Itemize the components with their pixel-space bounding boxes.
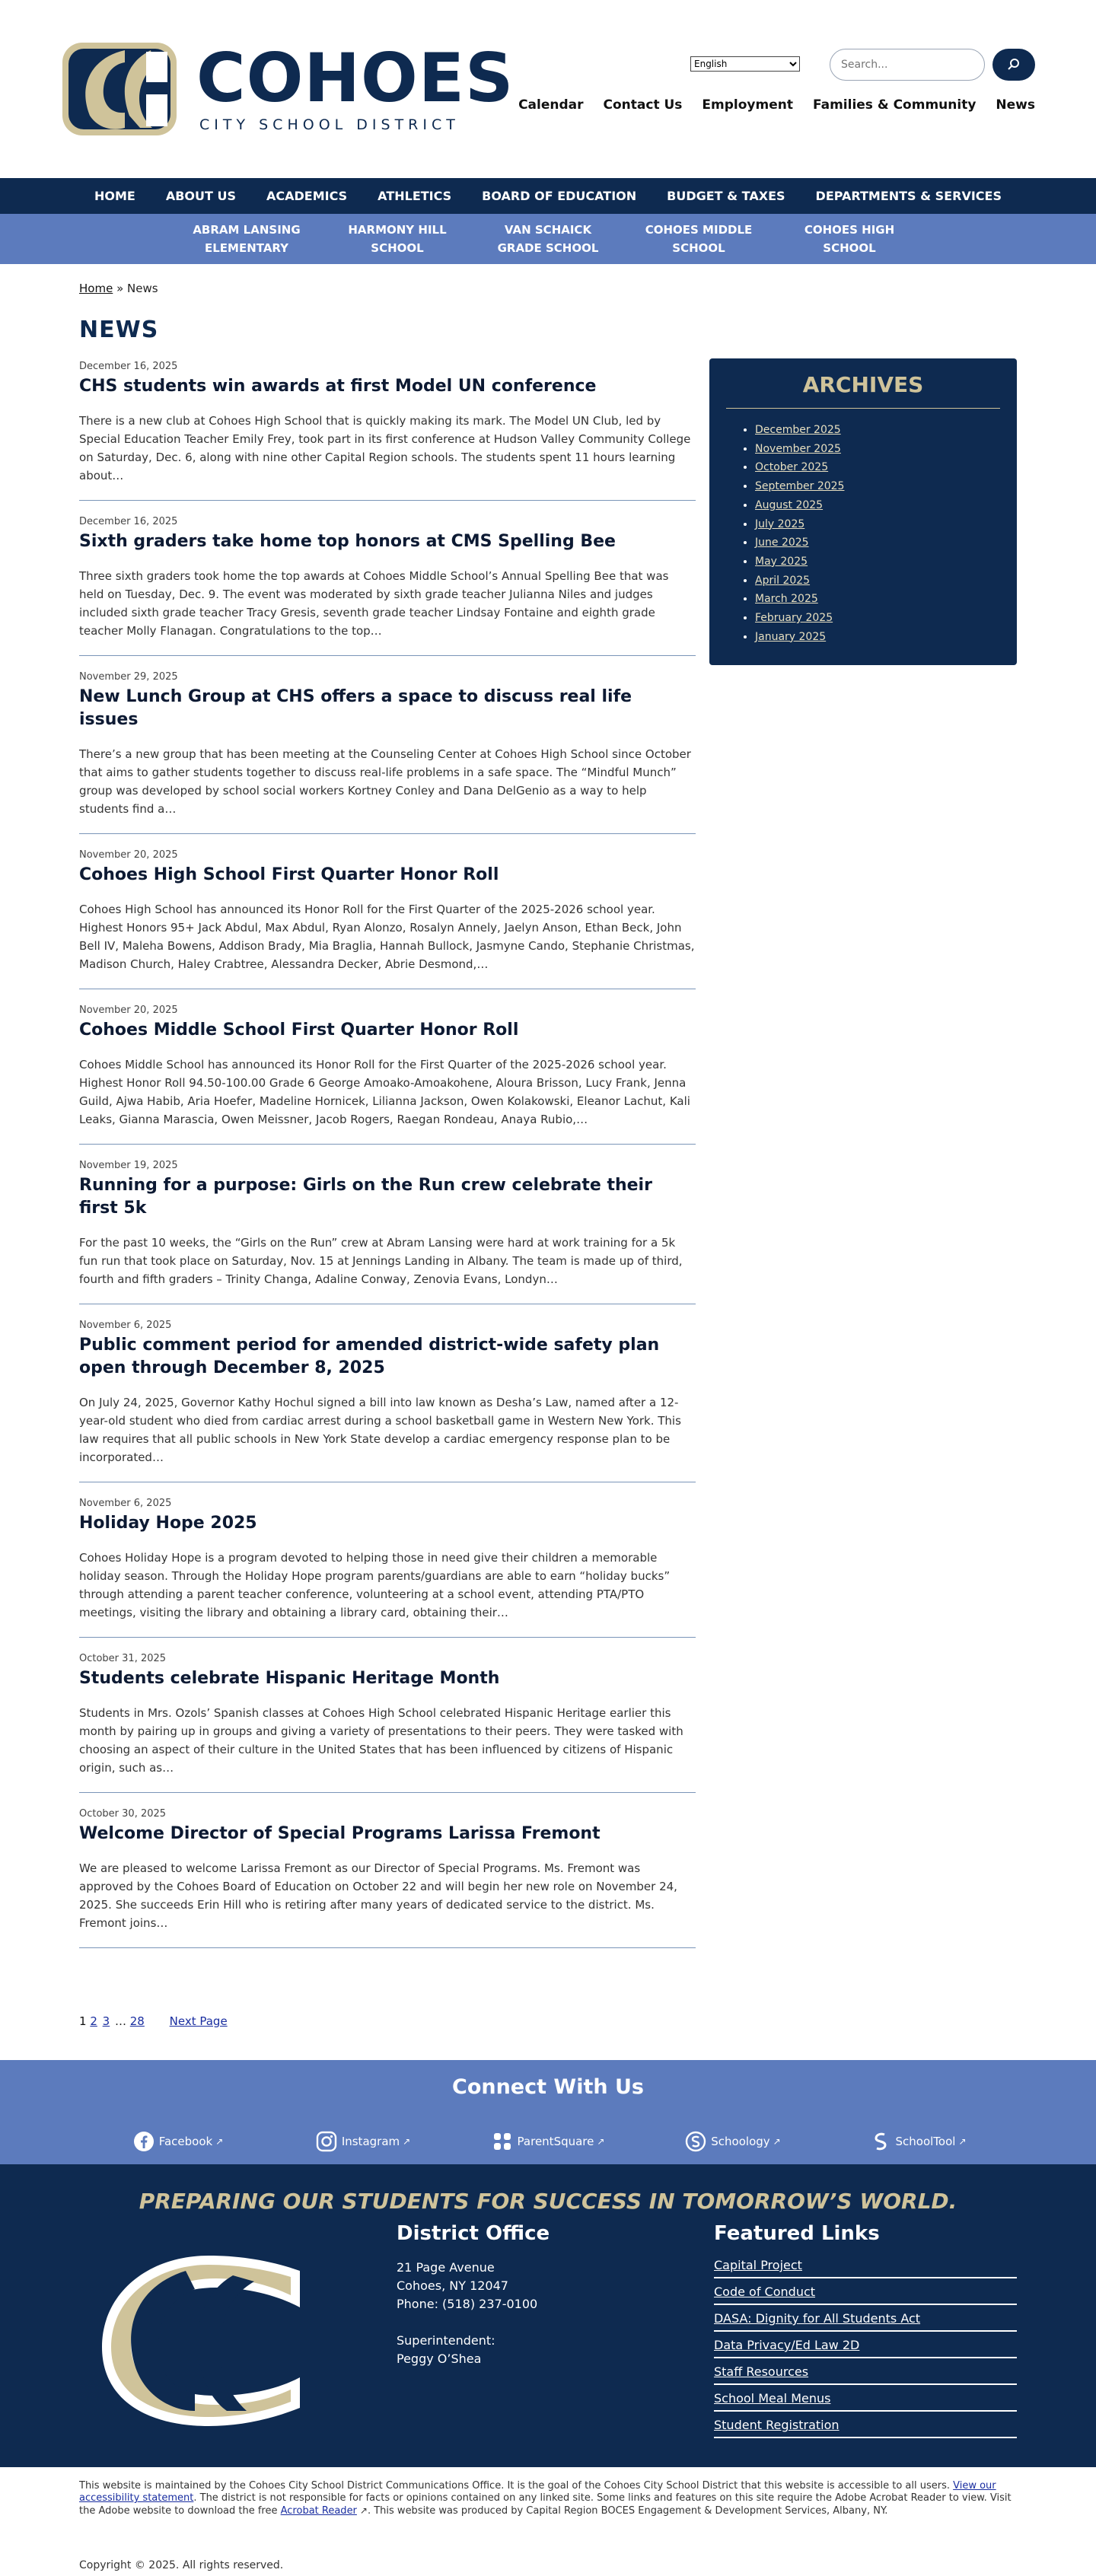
featured-link-code-of-conduct[interactable]: Code of Conduct — [714, 2281, 1017, 2305]
school-link-cohoes-middle[interactable] — [623, 221, 774, 257]
post-excerpt: Cohoes Holiday Hope is a program devoted to helping those in need give their children a memorable holiday season. Through the Holiday Hope program parents/guardians are able to earn “holiday bucks” through attending a parent teacher conference, volunteering at a school event, attending PTA/PTO meetings, visiting the library and obtaining a library card, obtaining their… — [79, 1551, 671, 1619]
breadcrumb-separator: » — [113, 282, 128, 295]
featured-link-capital-project[interactable]: Capital Project — [714, 2254, 1017, 2278]
next-page-link[interactable]: Next Page — [169, 2014, 228, 2028]
external-link-icon: ↗ — [215, 2136, 224, 2147]
archive-link[interactable]: October 2025 — [755, 461, 829, 474]
archive-item — [755, 421, 1003, 440]
archive-link[interactable]: September 2025 — [755, 480, 845, 493]
logo-subtitle: CITY SCHOOL DISTRICT — [199, 116, 460, 133]
social-link-instagram[interactable] — [271, 2131, 456, 2152]
nav-academics[interactable]: ACADEMICS — [266, 189, 348, 203]
external-link-icon: ↗ — [597, 2136, 605, 2147]
breadcrumb-home[interactable]: Home — [79, 282, 113, 295]
page-current: 1 — [79, 2014, 87, 2028]
archives-title: ARCHIVES — [726, 372, 1000, 409]
archive-link[interactable]: February 2025 — [755, 612, 833, 625]
archive-link[interactable]: June 2025 — [755, 537, 809, 549]
post-date: November 20, 2025 — [79, 849, 178, 861]
featured-link-staff-resources[interactable]: Staff Resources — [714, 2361, 1017, 2385]
footer-tagline: PREPARING OUR STUDENTS FOR SUCCESS IN TOMORROW’S WORLD. — [139, 2189, 957, 2214]
archive-item — [755, 477, 1003, 496]
featured-link-dasa[interactable]: DASA: Dignity for All Students Act — [714, 2307, 1017, 2332]
post-date: November 29, 2025 — [79, 671, 178, 683]
school-link-line1: VAN SCHAICK — [504, 223, 592, 237]
legal-text-2: . The district is not responsible for facts or opinions contained on any linked site. Some links and features on this site require the Adobe Acrobat Reader to view. Visit the Adobe website to download the free — [79, 2492, 1012, 2517]
post-date: October 30, 2025 — [79, 1808, 167, 1820]
archive-link[interactable]: December 2025 — [755, 424, 841, 436]
social-link-facebook[interactable] — [86, 2131, 271, 2152]
archive-item — [755, 590, 1003, 609]
cohoes-c-logo-icon — [61, 40, 180, 139]
post-title-link[interactable]: Cohoes Middle School First Quarter Honor Roll — [79, 1021, 519, 1040]
archive-link[interactable]: March 2025 — [755, 593, 818, 606]
search-button[interactable] — [992, 49, 1035, 81]
search-icon — [1007, 58, 1021, 72]
post-date: November 6, 2025 — [79, 1498, 172, 1509]
footer-c-logo-icon — [94, 2248, 315, 2431]
search-input[interactable] — [830, 49, 985, 81]
post-title-link[interactable]: Welcome Director of Special Programs Larissa Fremont — [79, 1824, 601, 1843]
parentsquare-icon — [492, 2131, 513, 2152]
social-link-schooltool[interactable] — [826, 2131, 1011, 2152]
post-date: November 19, 2025 — [79, 1160, 178, 1171]
school-link-abram-lansing[interactable] — [171, 221, 322, 257]
news-post — [79, 516, 696, 656]
featured-title: Featured Links — [714, 2222, 880, 2245]
post-excerpt: On July 24, 2025, Governor Kathy Hochul signed a bill into law known as Desha’s Law, named after a 12-year-old student who died from cardiac arrest during a school basketball game in Western New York. This law requires that all public schools in New York State develop a cardiac emergency response plan to be incorporated… — [79, 1396, 681, 1464]
external-link-icon: ↗ — [958, 2136, 967, 2147]
main-nav — [0, 178, 1096, 214]
schoology-icon — [685, 2131, 706, 2152]
school-link-line2: ELEMENTARY — [204, 241, 289, 255]
featured-links — [714, 2222, 1017, 2441]
school-nav — [0, 214, 1096, 264]
site-logo[interactable] — [61, 40, 514, 139]
archive-item — [755, 628, 1003, 647]
social-links — [0, 2131, 1096, 2152]
post-excerpt: There is a new club at Cohoes High School that is quickly making its mark. The Model UN Club, led by Special Education Teacher Emily Frey, took part in its first conference at Hudson Valley Community College on Saturday, Dec. 6, along with nine other Capital Region schools. The students spent 11 hours learning about… — [79, 414, 691, 482]
archive-item — [755, 458, 1003, 477]
legal-text-1: This website is maintained by the Cohoes City School District Communications Office. It is the goal of the Cohoes City School District that this website is accessible to all users. — [79, 2480, 954, 2492]
post-date: December 16, 2025 — [79, 516, 178, 527]
office-address-line1: 21 Page Avenue — [397, 2260, 495, 2275]
social-label: Facebook — [158, 2135, 213, 2148]
page-link-3[interactable]: 3 — [102, 2014, 110, 2028]
archive-link[interactable]: April 2025 — [755, 574, 811, 587]
archive-item — [755, 496, 1003, 515]
news-list — [79, 361, 696, 1963]
util-link-contact[interactable]: Contact Us — [603, 97, 683, 113]
school-link-line1: ABRAM LANSING — [193, 223, 301, 237]
post-title-link[interactable]: CHS students win awards at first Model UN conference — [79, 377, 597, 396]
logo-wordmark: COHOES — [196, 39, 515, 117]
accessibility-statement-link[interactable]: View our accessibility statement — [79, 2480, 996, 2504]
school-link-line1: HARMONY HILL — [348, 223, 447, 237]
external-link-icon: ↗ — [403, 2136, 411, 2147]
archives-list — [723, 421, 1003, 646]
external-link-icon: ↗ — [359, 2505, 368, 2516]
post-excerpt: We are pleased to welcome Larissa Fremont as our Director of Special Programs. Ms. Fremont was approved by the Cohoes Board of Education on October 22 and will begin her new role on November 24, 2025. She succeeds Erin Hill who is retiring after many years of dedicated service to the district. Ms. Fremont joins… — [79, 1861, 677, 1930]
post-excerpt: There’s a new group that has been meeting at the Counseling Center at Cohoes High School since October that aims to gather students together to discuss real-life problems in a safe space. The “Mindful Munch” group was developed by school social workers Kortney Conley and Dana DelGenio as a way to help students find a… — [79, 747, 691, 816]
social-label: Instagram — [341, 2135, 400, 2148]
featured-link-registration[interactable]: Student Registration — [714, 2414, 1017, 2438]
news-post — [79, 1808, 696, 1948]
post-excerpt: Cohoes High School has announced its Honor Roll for the First Quarter of the 2025-2026 school year. Highest Honors 95+ Jack Abdul, Max Abdul, Ryan Alonzo, Rosalyn Annely, Jaelyn Anson, Ethan Beck, John Bell IV, Maleha Bowens, Addison Brady, Mia Braglia, Hannah Bullock, Jasmyne Cando, Stephanie Christmas, Madison Church, Haley Crabtree, Alessandra Decker, Abrie Desmond,… — [79, 903, 695, 971]
acrobat-reader-link[interactable]: Acrobat Reader — [280, 2505, 357, 2517]
nav-budget[interactable]: BUDGET & TAXES — [667, 189, 785, 203]
news-post — [79, 1320, 696, 1482]
util-link-employment[interactable]: Employment — [702, 97, 793, 113]
news-post — [79, 1005, 696, 1145]
post-excerpt: For the past 10 weeks, the “Girls on the Run” crew at Abram Lansing were hard at work training for a 5k fun run that took place on Saturday, Nov. 15 at Jennings Landing in Albany. The team is made up of third, fourth and fifth graders – Trinity Changa, Adaline Conway, Zenovia Evans, Londyn… — [79, 1236, 683, 1286]
social-label: SchoolTool — [895, 2135, 956, 2148]
social-label: ParentSquare — [517, 2135, 594, 2148]
school-link-line1: COHOES MIDDLE — [645, 223, 753, 237]
post-date: November 6, 2025 — [79, 1320, 172, 1331]
site-header — [0, 0, 1096, 178]
archive-item — [755, 533, 1003, 552]
post-date: October 31, 2025 — [79, 1653, 167, 1664]
archive-item — [755, 609, 1003, 628]
post-excerpt: Students in Mrs. Ozols’ Spanish classes at Cohoes High School celebrated Hispanic Heritage earlier this month by pairing up in groups and giving a variety of presentations to their peers. They were tasked with choosing an aspect of their culture in the United States that has been influenced by citizens of Hispanic origin, such as… — [79, 1706, 683, 1775]
post-title-link[interactable]: Cohoes High School First Quarter Honor Roll — [79, 865, 499, 884]
featured-link-meal-menus[interactable]: School Meal Menus — [714, 2387, 1017, 2412]
news-post — [79, 849, 696, 989]
breadcrumb — [79, 282, 158, 295]
school-link-line2: SCHOOL — [672, 241, 725, 255]
archive-link[interactable]: July 2025 — [755, 517, 805, 530]
util-link-calendar[interactable]: Calendar — [518, 97, 584, 113]
pagination — [79, 2014, 229, 2028]
instagram-icon — [316, 2131, 337, 2152]
post-title-link[interactable]: New Lunch Group at CHS offers a space to discuss real life issues — [79, 687, 632, 729]
school-link-line2: SCHOOL — [371, 241, 424, 255]
connect-section — [0, 2060, 1096, 2164]
post-date: November 20, 2025 — [79, 1005, 178, 1016]
news-post — [79, 1160, 696, 1304]
nav-about[interactable]: ABOUT US — [165, 189, 237, 203]
office-phone: Phone: (518) 237-0100 — [397, 2297, 538, 2311]
archives-widget — [709, 358, 1017, 665]
social-link-parentsquare[interactable] — [456, 2131, 641, 2152]
legal-text-3: . This website was produced by Capital Region BOCES Engagement & Development Services, Albany, NY. — [367, 2505, 888, 2517]
social-link-schoology[interactable] — [641, 2131, 826, 2152]
site-footer — [0, 2164, 1096, 2467]
superintendent-name: Peggy O’Shea — [397, 2352, 482, 2366]
post-date: December 16, 2025 — [79, 361, 178, 372]
post-title-link[interactable]: Sixth graders take home top honors at CMS Spelling Bee — [79, 532, 616, 551]
post-excerpt: Three sixth graders took home the top awards at Cohoes Middle School’s Annual Spelling Bee that was held on Tuesday, Dec. 9. The event was moderated by sixth grade teacher Julianna Niles and judges included sixth grade teacher Tracy Gresis, seventh grade teacher Lindsay Fontaine and eighth grade teacher Molly Flanagan. Congratulations to the top… — [79, 569, 669, 638]
nav-departments[interactable]: DEPARTMENTS & SERVICES — [815, 189, 1002, 203]
school-link-line1: COHOES HIGH — [804, 223, 895, 237]
nav-board[interactable]: BOARD OF EDUCATION — [482, 189, 637, 203]
post-title-link[interactable]: Public comment period for amended district-wide safety plan open through December 8, 2025 — [79, 1336, 660, 1377]
nav-athletics[interactable]: ATHLETICS — [378, 189, 452, 203]
featured-link-data-privacy[interactable]: Data Privacy/Ed Law 2D — [714, 2334, 1017, 2358]
external-link-icon: ↗ — [773, 2136, 781, 2147]
school-link-line2: SCHOOL — [823, 241, 876, 255]
archive-item — [755, 440, 1003, 459]
news-post — [79, 361, 696, 501]
post-title-link[interactable]: Running for a purpose: Girls on the Run crew celebrate their first 5k — [79, 1176, 652, 1218]
archive-link[interactable]: January 2025 — [755, 630, 827, 643]
archive-item — [755, 572, 1003, 591]
page-title: NEWS — [79, 317, 159, 343]
archive-link[interactable]: August 2025 — [755, 498, 824, 511]
post-excerpt: Cohoes Middle School has announced its Honor Roll for the First Quarter of the 2025-2026 school year. Highest Honor Roll 94.50-100.00 Grade 6 George Amoako-Amoakohene, Aloura Brisson, Lucy Frank, Jenna Guild, Ajwa Habib, Aria Hoefer, Madeline Hornicek, Lilianna Jackson, Owen Kolakowski, Eleanor Lachut, Kali Leaks, Gianna Marascia, Owen Meissner, Jacob Rogers, Raegan Rondeau, Anaya Rubio,… — [79, 1058, 690, 1126]
breadcrumb-current: News — [127, 282, 158, 295]
office-address-line2: Cohoes, NY 12047 — [397, 2278, 508, 2293]
archive-link[interactable]: May 2025 — [755, 555, 808, 568]
post-title-link[interactable]: Holiday Hope 2025 — [79, 1514, 257, 1533]
archive-item — [755, 515, 1003, 534]
school-link-van-schaick[interactable] — [473, 221, 623, 257]
district-office — [397, 2222, 550, 2368]
util-link-families[interactable]: Families & Community — [812, 97, 977, 113]
copyright: Copyright © 2025. All rights reserved. — [79, 2559, 284, 2571]
news-post — [79, 1498, 696, 1638]
utility-nav — [518, 97, 1035, 113]
news-post — [79, 671, 696, 834]
nav-home[interactable]: HOME — [94, 189, 135, 203]
schooltool-icon — [870, 2131, 891, 2152]
page-ellipsis: … — [114, 2014, 126, 2028]
archive-link[interactable]: November 2025 — [755, 442, 841, 455]
archive-item — [755, 552, 1003, 572]
util-link-news[interactable]: News — [996, 97, 1035, 113]
school-link-line2: GRADE SCHOOL — [497, 241, 599, 255]
page-link-last[interactable]: 28 — [129, 2014, 145, 2028]
connect-title: Connect With Us — [452, 2075, 644, 2099]
page-link-2[interactable]: 2 — [90, 2014, 97, 2028]
social-label: Schoology — [711, 2135, 770, 2148]
legal-notice — [79, 2480, 1023, 2517]
facebook-icon — [133, 2131, 155, 2152]
superintendent-label: Superintendent: — [397, 2333, 495, 2348]
school-link-cohoes-high[interactable] — [774, 221, 925, 257]
language-select[interactable] — [690, 56, 800, 72]
post-title-link[interactable]: Students celebrate Hispanic Heritage Month — [79, 1669, 500, 1688]
school-link-harmony-hill[interactable] — [322, 221, 473, 257]
office-title: District Office — [397, 2222, 550, 2245]
news-post — [79, 1653, 696, 1793]
